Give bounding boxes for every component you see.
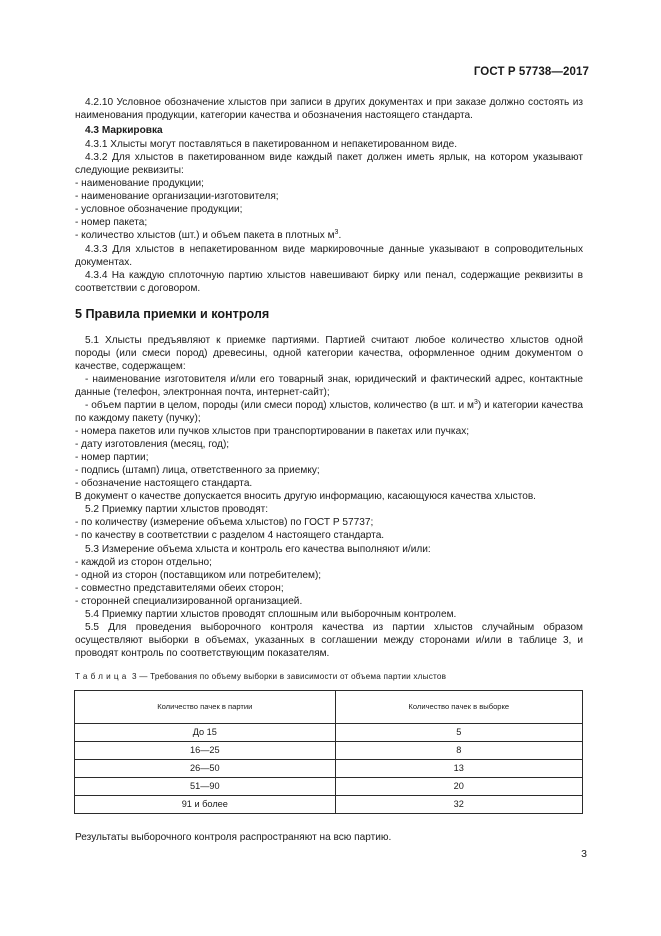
table-cell: 20 [335, 777, 582, 795]
paragraph-4-3-2: 4.3.2 Для хлыстов в пакетированном виде каждый пакет должен иметь ярлык, на котором указывают следующие реквизиты: [75, 152, 583, 177]
table-cell: 5 [335, 723, 582, 741]
table-caption-text: 3 — Требования по объему выборки в зависимости от объема партии хлыстов [132, 671, 447, 681]
paragraph-5-5: 5.5 Для проведения выборочного контроля качества из партии хлыстов случайным образом осуществляют выборки в объемах, указанных в соглашении между сторонами и/или в таблице 3, и проводят контроль по соответствующим показателям. [75, 621, 583, 659]
page-number: 3 [581, 848, 587, 860]
document-body [75, 96, 583, 844]
list-item: - каждой из сторон отдельно; [75, 556, 212, 568]
table-cell: 51—90 [75, 777, 336, 795]
paragraph-5-3: 5.3 Измерение объема хлыста и контроль его качества выполняют и/или: [85, 543, 431, 555]
list-item-end: . [338, 230, 342, 242]
subsection-title-4-3: 4.3 Маркировка [85, 125, 163, 137]
superscript: 3 [473, 398, 478, 406]
paragraph-4-3-3: 4.3.3 Для хлыстов в непакетированном виде маркировочные данные указывают в сопроводительных документах. [75, 243, 583, 268]
table-header-row [75, 690, 583, 723]
paragraph-5-4: 5.4 Приемку партии хлыстов проводят сплошным или выборочным контролем. [85, 608, 457, 620]
table-cell: 8 [335, 741, 582, 759]
table-row [75, 777, 583, 795]
list-item: - совместно представителями обеих сторон; [75, 582, 284, 594]
table-header-cell: Количество пачек в партии [75, 690, 336, 723]
list-item: - по количеству (измерение объема хлыстов) по ГОСТ Р 57737; [75, 517, 374, 529]
list-item: - подпись (штамп) лица, ответственного за приемку; [75, 465, 320, 477]
paragraph-5-1-note: В документ о качестве допускается вносить другую информацию, касающуюся качества хлыстов. [75, 491, 536, 503]
table-caption [75, 670, 583, 683]
list-item: - номер пакета; [75, 217, 148, 229]
section-title-5: 5 Правила приемки и контроля [75, 306, 270, 321]
sample-size-table [74, 690, 583, 814]
standard-header: ГОСТ Р 57738—2017 [473, 66, 589, 78]
list-item: - наименование продукции; [75, 178, 204, 190]
list-item: - наименование организации-изготовителя; [75, 191, 279, 203]
list-item: - наименование изготовителя и/или его товарный знак, юридический и фактический адрес, контактные данные (телефон, электронная почта, интернет-сайт); [75, 373, 583, 398]
list-item: - сторонней специализированной организацией. [75, 595, 303, 607]
table-row [75, 723, 583, 741]
list-item [75, 229, 583, 242]
paragraph-5-2: 5.2 Приемку партии хлыстов проводят: [85, 504, 269, 516]
list-item [75, 399, 583, 425]
paragraph-5-1: 5.1 Хлысты предъявляют к приемке партиями. Партией считают любое количество хлыстов одной породы (или смеси пород) древесины, одной категории качества, оформленное одним документом о качестве, содержащем: [75, 334, 583, 372]
paragraph-4-3-4: 4.3.4 На каждую сплоточную партию хлыстов навешивают бирку или пенал, содержащие реквизиты в соответствии с договором. [75, 269, 583, 294]
table-caption-label: Таблица [75, 671, 130, 681]
table-row [75, 795, 583, 813]
list-item-text: - объем партии в целом, породы (или смеси пород) хлыстов, количество (в шт. и м [85, 399, 474, 411]
list-item: - обозначение настоящего стандарта. [75, 478, 253, 490]
list-item: - номер партии; [75, 452, 149, 464]
result-statement: Результаты выборочного контроля распространяют на всю партию. [75, 831, 392, 843]
paragraph-4-2-10: 4.2.10 Условное обозначение хлыстов при записи в других документах и при заказе должно состоять из наименования продукции, категории качества и обозначения настоящего стандарта. [75, 97, 583, 122]
table-cell: 16—25 [75, 741, 336, 759]
table-header-cell: Количество пачек в выборке [335, 690, 582, 723]
superscript: 3 [334, 229, 339, 237]
list-item: - одной из сторон (поставщиком или потребителем); [75, 569, 322, 581]
list-item: - дату изготовления (месяц, год); [75, 439, 230, 451]
table-cell: 13 [335, 759, 582, 777]
list-item-text-end: ) и категории качества по каждому пакету (пучку); [75, 399, 583, 425]
table-row [75, 759, 583, 777]
list-item-text: - количество хлыстов (шт.) и объем пакета в плотных м [75, 230, 335, 242]
table-row [75, 741, 583, 759]
list-item: - номера пакетов или пучков хлыстов при транспортировании в пакетах или пучках; [75, 426, 470, 438]
list-item: - условное обозначение продукции; [75, 204, 243, 216]
list-item: - по качеству в соответствии с разделом 4 настоящего стандарта. [75, 530, 385, 542]
table-cell: 91 и более [75, 795, 336, 813]
paragraph-4-3-1: 4.3.1 Хлысты могут поставляться в пакетированном и непакетированном виде. [85, 139, 458, 151]
table-cell: 32 [335, 795, 582, 813]
table-cell: 26—50 [75, 759, 336, 777]
table-cell: До 15 [75, 723, 336, 741]
